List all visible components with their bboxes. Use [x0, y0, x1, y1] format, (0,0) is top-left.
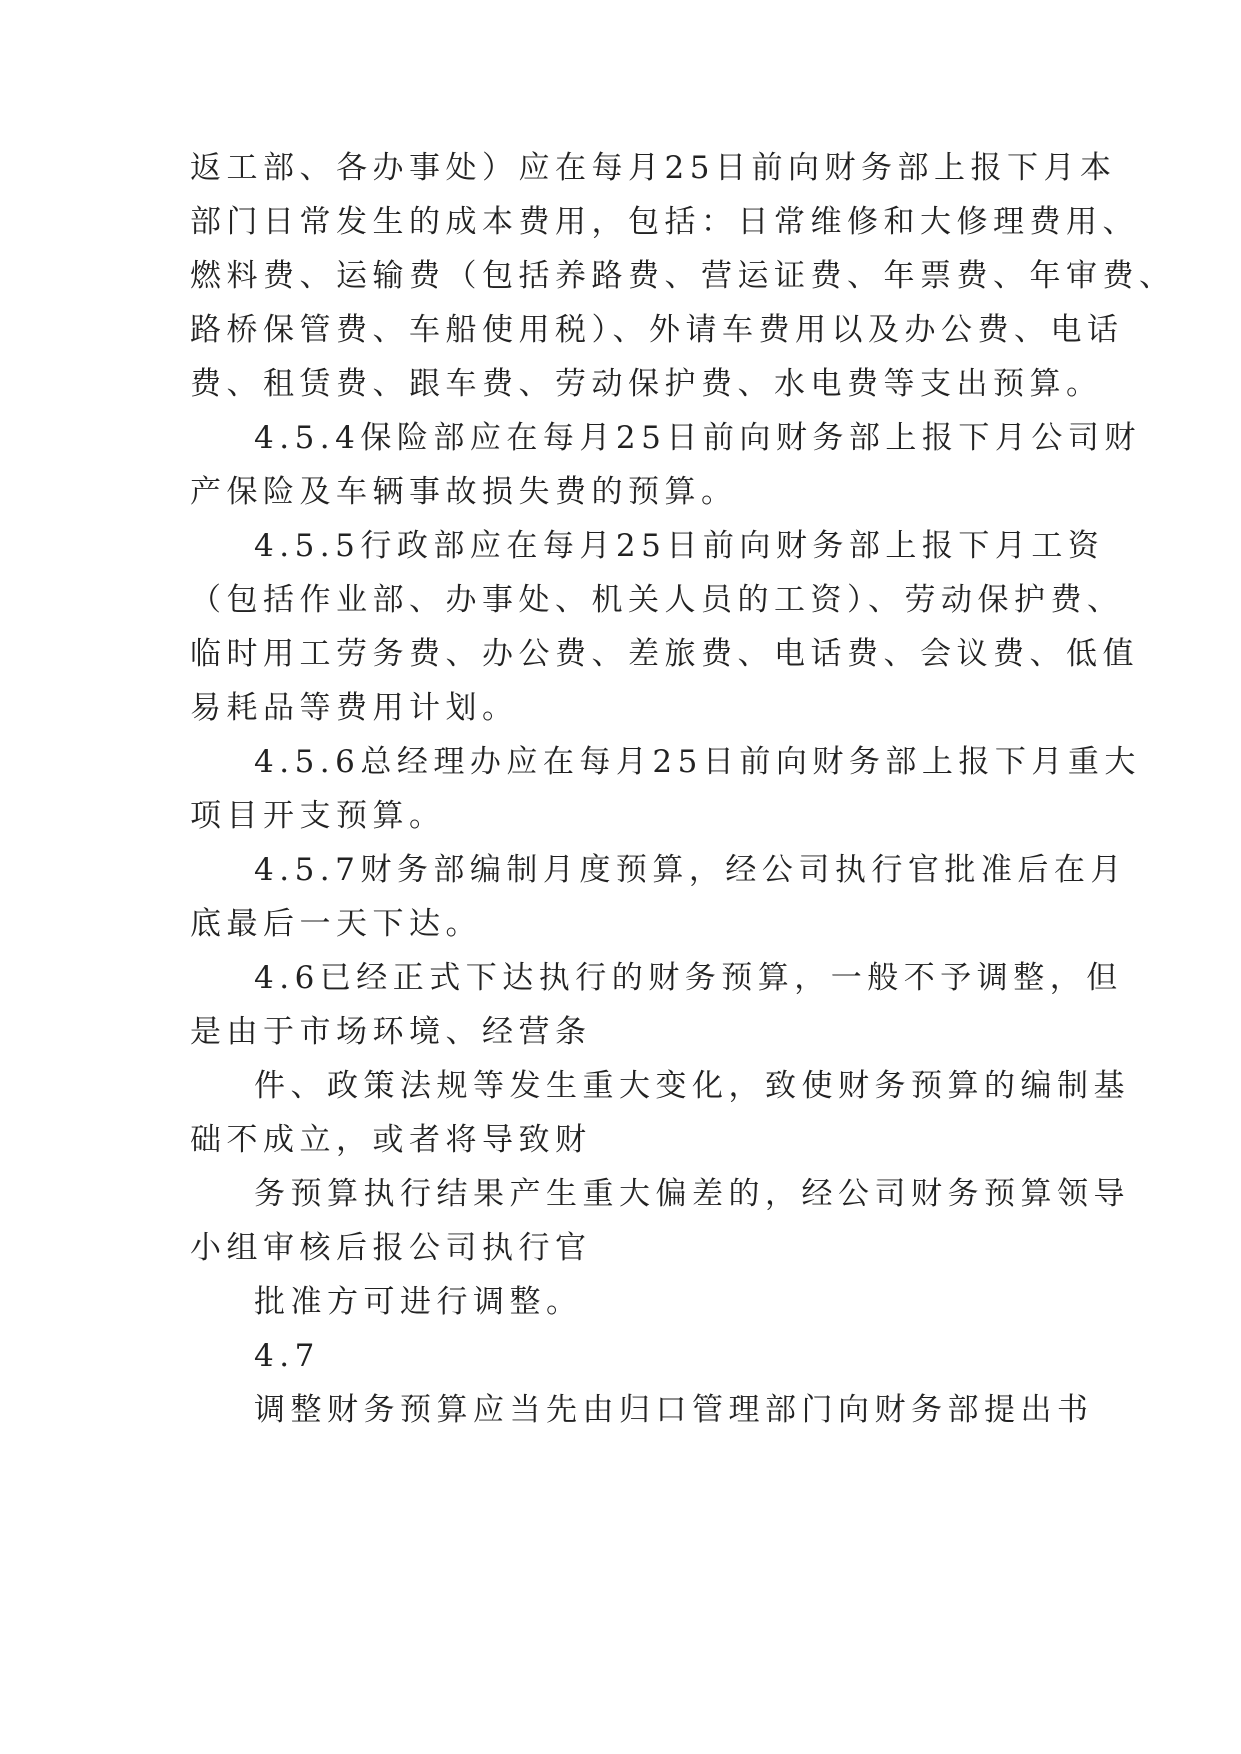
text-line: 4.5.4保险部应在每月25日前向财务部上报下月公司财: [254, 420, 1141, 456]
text-line: 调整财务预算应当先由归口管理部门向财务部提出书: [254, 1392, 1094, 1428]
text-line: 底最后一天下达。: [190, 906, 482, 942]
text-line: 费、租赁费、跟车费、劳动保护费、水电费等支出预算。: [190, 366, 1103, 402]
text-line: 产保险及车辆事故损失费的预算。: [190, 474, 738, 510]
text-line: 务预算执行结果产生重大偏差的，经公司财务预算领导: [254, 1176, 1130, 1212]
text-line: 批准方可进行调整。: [254, 1284, 583, 1320]
text-line: 件、政策法规等发生重大变化，致使财务预算的编制基: [254, 1068, 1130, 1104]
text-line: （包括作业部、办事处、机关人员的工资）、劳动保护费、: [190, 582, 1124, 618]
text-line: 4.5.7财务部编制月度预算，经公司执行官批准后在月: [254, 852, 1127, 888]
text-line: 项目开支预算。: [190, 798, 446, 834]
text-line: 返工部、各办事处）应在每月25日前向财务部上报下月本: [190, 150, 1117, 186]
text-line: 易耗品等费用计划。: [190, 690, 519, 726]
text-line: 部门日常发生的成本费用，包括：日常维修和大修理费用、: [190, 204, 1139, 240]
text-line: 4.7: [254, 1338, 320, 1374]
text-line: 燃料费、运输费（包括养路费、营运证费、年票费、年审费、: [190, 258, 1176, 294]
text-line: 路桥保管费、车船使用税）、外请车费用以及办公费、电话: [190, 312, 1124, 348]
text-line: 小组审核后报公司执行官: [190, 1230, 592, 1266]
text-line: 础不成立，或者将导致财: [190, 1122, 592, 1158]
text-line: 是由于市场环境、经营条: [190, 1014, 592, 1050]
text-line: 4.6已经正式下达执行的财务预算，一般不予调整，但: [254, 960, 1123, 996]
text-line: 临时用工劳务费、办公费、差旅费、电话费、会议费、低值: [190, 636, 1139, 672]
text-line: 4.5.6总经理办应在每月25日前向财务部上报下月重大: [254, 744, 1141, 780]
text-line: 4.5.5行政部应在每月25日前向财务部上报下月工资: [254, 528, 1105, 564]
